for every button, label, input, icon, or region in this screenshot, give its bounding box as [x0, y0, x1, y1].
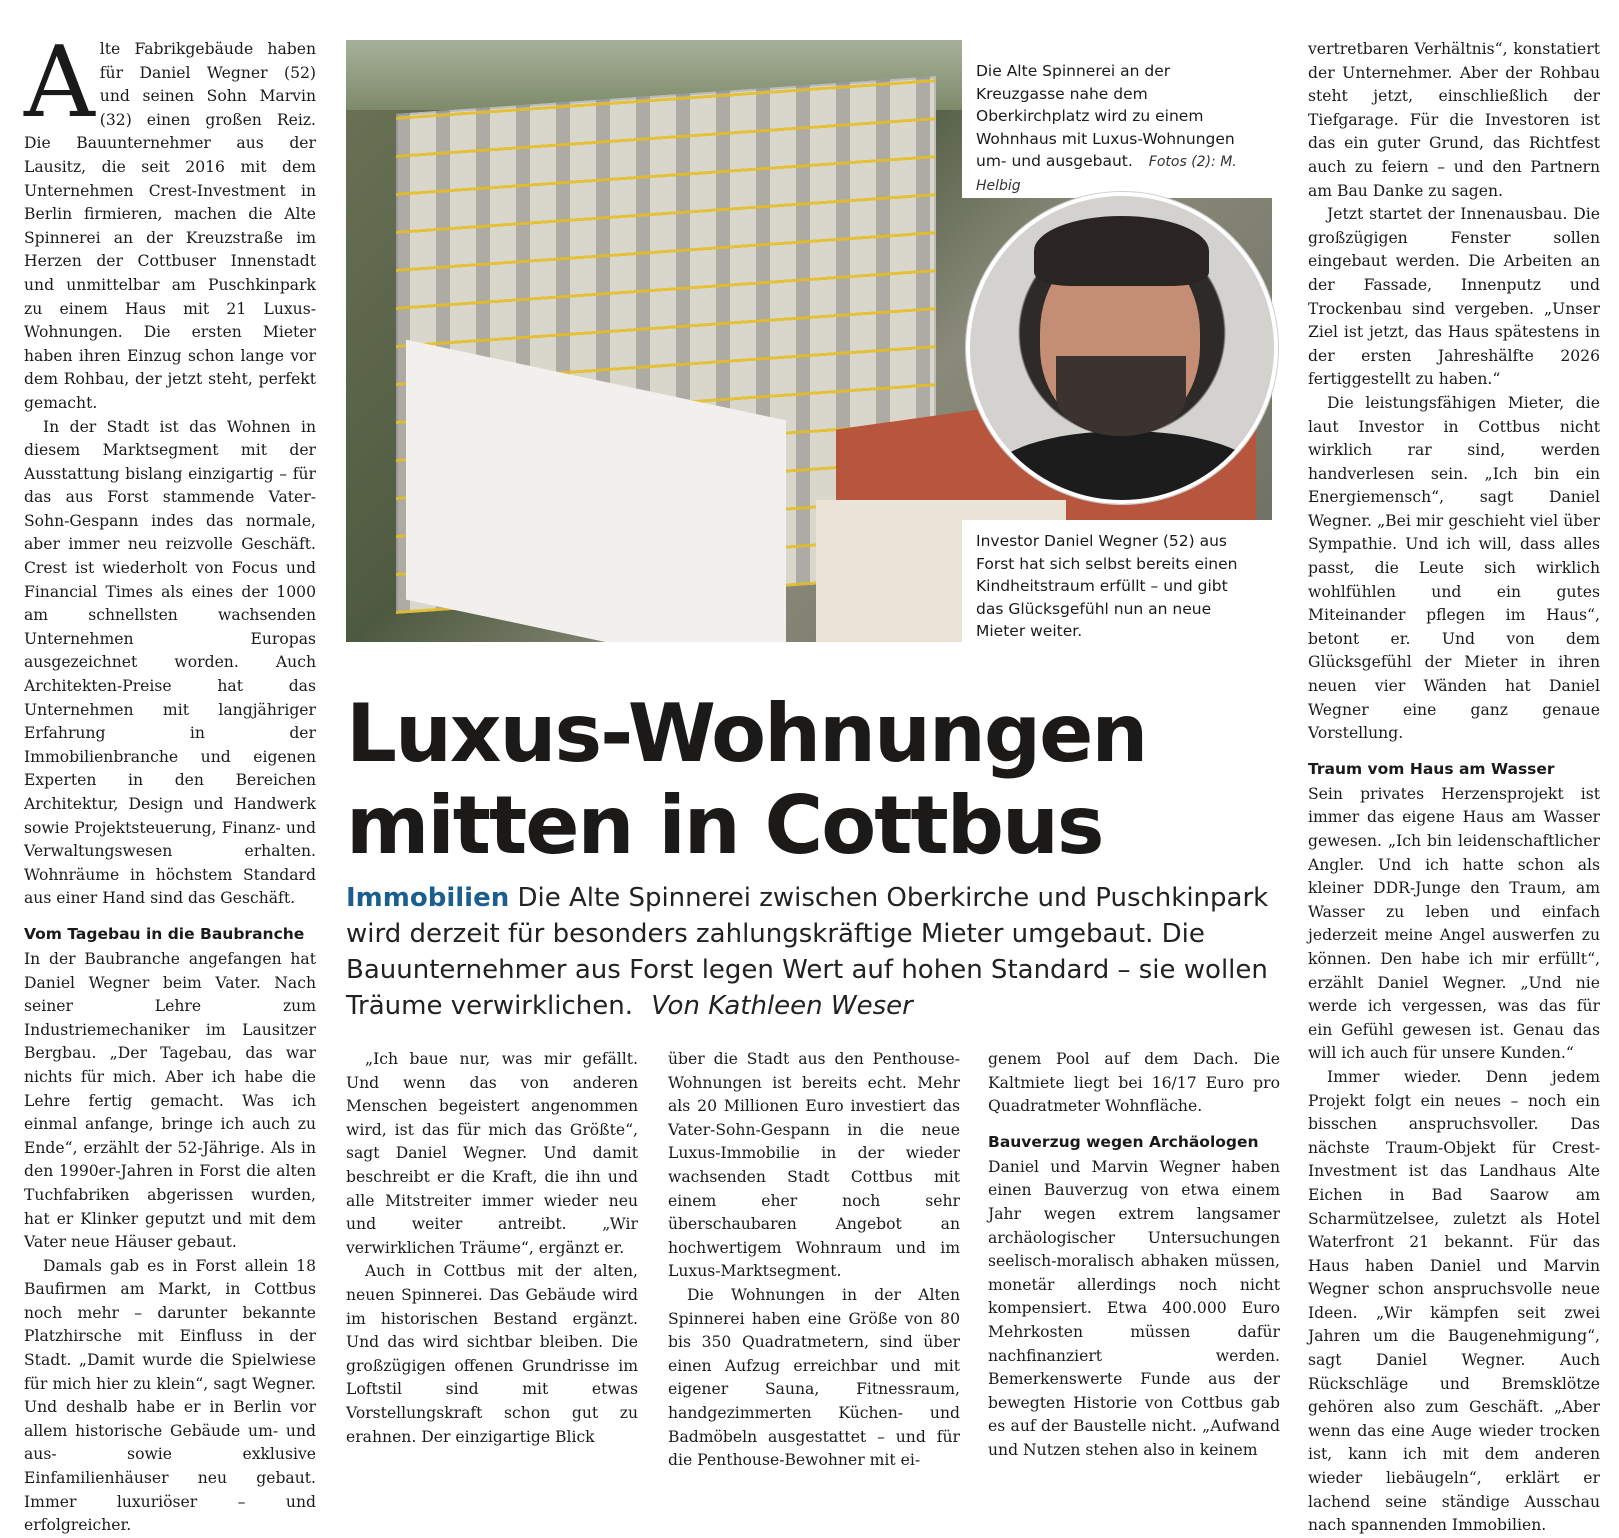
headline	[346, 688, 1276, 872]
portrait-photo	[966, 192, 1278, 504]
portrait-caption-box	[962, 520, 1272, 642]
column-3	[668, 1048, 960, 1473]
paragraph: genem Pool auf dem Dach. Die Kaltmiete liegt bei 16/17 Euro pro Quadratmeter Wohnfläche.	[988, 1050, 1280, 1116]
lead-paragraph	[346, 880, 1276, 1024]
subheading: Vom Tagebau in die Baubranche	[24, 924, 305, 943]
paragraph: In der Stadt ist das Wohnen in diesem Marktsegment mit der Ausstattung bislang einzigartig – für das aus Forst stammende Vater-Sohn-Gespann indes das normale, aber immer neu reizvolle Geschäft. Crest ist wiederholt von Focus und Financial Times als eines der 1000 am schnellsten wachsenden Unternehmen Europas ausgezeichnet worden. Auch Architekten-Preise hat das Unternehmen mit langjähriger Erfahrung in der Immobilienbranche und eigenen Experten in den Bereichen Architektur, Design und Handwerk sowie Projektsteuerung, Finanz- und Verwaltungswesen erhalten. Wohnräume in höchstem Standard aus einer Hand sind das Geschäft.	[24, 417, 316, 908]
paragraph: Immer wieder. Denn jedem Projekt folgt ein neues – noch ein bisschen anspruchsvoller. Das nächste Traum-Objekt für Crest-Investment ist das Landhaus Alte Eichen in Bad Saarow am Scharmützelsee, zuletzt als Hotel Waterfront 21 bekannt. Für das Haus haben Daniel und Marvin Wegner schon anspruchsvolle neue Ideen. „Wir kämpfen seit zwei Jahren um die Baugenehmigung“, sagt Daniel Wegner. Auch Rückschläge und Bremsklötze gehören also zum Geschäft. „Aber wenn das eine Auge wieder trocken ist, kann ich mit dem anderen wieder liebäugeln“, erklärt er lachend seine ständige Ausschau nach spannenden Immobilien.	[1308, 1067, 1600, 1535]
headline-line-1: Luxus-Wohnungen	[346, 687, 1147, 780]
author-byline: Von Kathleen Weser	[651, 991, 913, 1021]
photo-caption-box	[962, 40, 1272, 198]
paragraph: Die Wohnungen in der Alten Spinnerei haben eine Größe von 80 bis 350 Quadratmetern, sind über einen Aufzug erreichbar und mit eigener Sauna, Fitnessraum, handgezimmerten Küchen- und Badmöbeln ausgestattet – und für die Penthouse-Bewohner mit ei-	[668, 1285, 960, 1470]
paragraph: Die leistungsfähigen Mieter, die laut Investor in Cottbus nicht wirklich rar sind, werden handverlesen sein. „Ich bin ein Energiemensch“, sagt Daniel Wegner. „Bei mir geschieht viel über Sympathie. Und ich will, dass alles passt, die Leute sich wirklich wohlfühlen und ein gutes Miteinander pflegen im Haus“, betont er. Und von dem Glücksgefühl der Mieter in ihren neuen vier Wänden hat Daniel Wegner eine ganz genaue Vorstellung.	[1308, 393, 1600, 743]
column-1	[24, 26, 316, 1538]
paragraph: Damals gab es in Forst allein 18 Baufirmen am Markt, in Cottbus noch mehr – darunter bekannte Platzhirsche mit Einfluss in der Stadt. „Damit wurde die Spielwiese für mich hier zu klein“, sagt Wegner. Und deshalb habe er in Berlin vor allem historische Gebäude um- und aus- sowie exklusive Einfamilienhäuser neu gebaut. Immer luxuriöser – und erfolgreicher.	[24, 1256, 316, 1535]
kicker: Immobilien	[346, 883, 510, 913]
photo-credit: Fotos (2): M. Helbig	[976, 154, 1237, 194]
paragraph: Daniel und Marvin Wegner haben einen Bauverzug von etwa einem Jahr wegen extrem langsamer archäologischer Untersuchungen seelisch-moralisch abhaken müssen, monetär allerdings noch nicht kompensiert. Etwa 400.000 Euro Mehrkosten müssen dafür nachfinanziert werden. Bemerkenswerte Funde aus der bewegten Historie von Cottbus gab es auf der Baustelle nicht. „Aufwand und Nutzen stehen also in keinem	[988, 1157, 1280, 1459]
subheading: Bauverzug wegen Archäologen	[988, 1132, 1259, 1151]
column-5	[1308, 38, 1600, 1538]
paragraph: In der Baubranche angefangen hat Daniel Wegner beim Vater. Nach seiner Lehre zum Industriemechaniker im Lausitzer Bergbau. „Der Tagebau, das war nichts für mich. Aber ich habe die Lehre fertig gemacht. Was ich einmal anfange, bringe ich auch zu Ende“, erzählt der 52-Jährige. Als in den 1990er-Jahren in Forst die alten Tuchfabriken abgerissen wurden, hat er Klinker geputzt und mit dem Vater neue Häuser gebaut.	[24, 949, 316, 1252]
column-4	[988, 1048, 1280, 1463]
lead-text: Die Alte Spinnerei zwischen Oberkirche und Puschkinpark wird derzeit für besonders zahlungskräftige Mieter umgebaut. Die Bauunternehmer aus Forst legen Wert auf hohen Standard – sie wollen Träume verwirklichen.	[346, 883, 1269, 1021]
paragraph: Alte Fabrikgebäude haben für Daniel Wegner (52) und seinen Sohn Marvin (32) einen großen Reiz. Die Bauunternehmer aus der Lausitz, die seit 2016 mit dem Unternehmen Crest-Investment in Berlin firmieren, machen die Alte Spinnerei an der Kreuzstraße im Herzen der Cottbuser Innenstadt und unmittelbar am Puschkinpark zu einem Haus mit 21 Luxus-Wohnungen. Die ersten Mieter haben ihren Einzug schon lange vor dem Rohbau, der jetzt steht, perfekt gemacht.	[24, 26, 316, 412]
subheading: Traum vom Haus am Wasser	[1308, 759, 1555, 778]
drop-cap: A	[24, 26, 95, 140]
column-2	[346, 1048, 638, 1449]
headline-line-2: mitten in Cottbus	[346, 779, 1103, 872]
paragraph: über die Stadt aus den Penthouse-Wohnungen ist bereits echt. Mehr als 20 Millionen Euro investiert das Vater-Sohn-Gespann in die neue Luxus-Immobilie in der wieder wachsenden Stadt Cottbus mit einem eher noch sehr überschaubaren Angebot an hochwertigem Wohnraum und im Luxus-Marktsegment.	[668, 1050, 960, 1281]
paragraph: vertretbaren Verhältnis“, konstatiert der Unternehmer. Aber der Rohbau steht jetzt, einschließlich der Tiefgarage. Für die Investoren ist das ein guter Grund, das Richtfest auch zu feiern – und den Partnern am Bau Danke zu sagen.	[1308, 40, 1600, 200]
paragraph: „Ich baue nur, was mir gefällt. Und wenn das von anderen Menschen begeistert angenommen wird, ist das für mich das Größte“, sagt Daniel Wegner. Und damit beschreibt er die Kraft, die ihn und alle Mitstreiter immer wieder neu und weiter antreibt. „Wir verwirklichen Träume“, ergänzt er.	[346, 1050, 638, 1257]
photo-caption: Die Alte Spinnerei an der Kreuzgasse nahe dem Oberkirchplatz wird zu einem Wohnhaus mit Luxus-Wohnungen um- und ausgebaut.	[976, 62, 1235, 170]
paragraph: Sein privates Herzensprojekt ist immer das eigene Haus am Wasser gewesen. „Ich bin leidenschaftlicher Angler. Und ich hatte schon als kleiner DDR-Junge den Traum, am Wasser zu leben und einfach jederzeit meine Angel auswerfen zu können. Den habe ich mir erfüllt“, erzählt Daniel Wegner. „Und nie werde ich vergessen, was das für ein Gefühl gewesen ist. Genau das will ich auch für unsere Kunden.“	[1308, 784, 1600, 1063]
paragraph: Jetzt startet der Innenausbau. Die großzügigen Fenster sollen eingebaut werden. Die Arbeiten an der Fassade, Innenputz und Trockenbau sind vergeben. „Unser Ziel ist jetzt, das Haus spätestens in der ersten Jahreshälfte 2026 fertiggestellt zu haben.“	[1308, 205, 1600, 389]
portrait-caption: Investor Daniel Wegner (52) aus Forst hat sich selbst bereits einen Kindheitstraum erfüllt – und gibt das Glücksgefühl nun an neue Mieter weiter.	[976, 532, 1238, 640]
paragraph: Auch in Cottbus mit der alten, neuen Spinnerei. Das Gebäude wird im historischen Bestand ergänzt. Und das wird sichtbar bleiben. Die großzügigen offenen Grundrisse im Loftstil sind mit etwas Vorstellungskraft schon gut zu erahnen. Der einzigartige Blick	[346, 1262, 638, 1446]
